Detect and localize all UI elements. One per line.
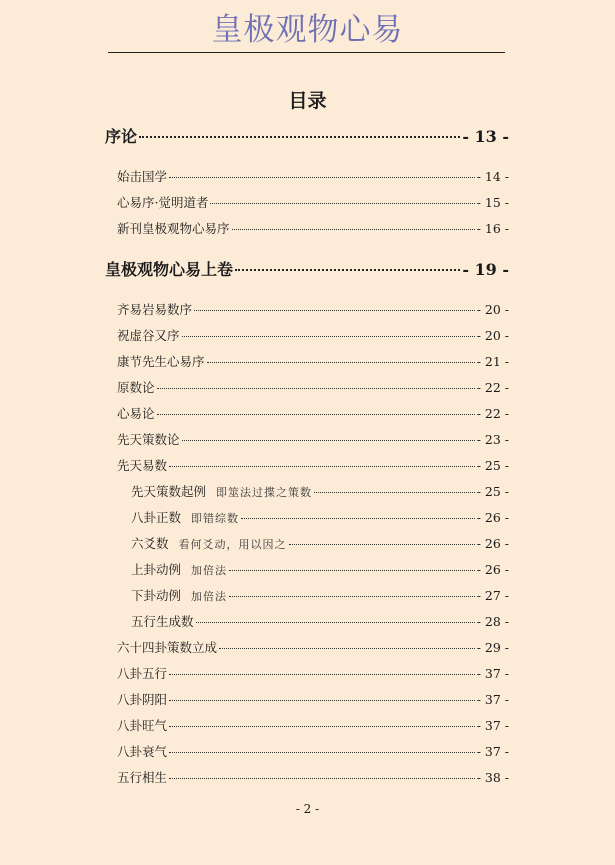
toc-entry[interactable] [105, 292, 509, 318]
toc-entry[interactable] [105, 211, 509, 237]
table-of-contents [105, 122, 509, 786]
toc-entry-subtitle: 即错综数 [191, 512, 240, 525]
toc-entry-label: 八卦正数 [131, 510, 182, 525]
toc-entry-page: - 20 - [476, 328, 509, 343]
toc-entry[interactable] [105, 318, 509, 344]
toc-entry-page: - 25 - [476, 484, 509, 499]
toc-entry-label: 六爻数 [131, 536, 169, 551]
toc-entry-page: - 22 - [476, 406, 509, 421]
toc-entry-label: 八卦五行 [117, 666, 168, 681]
toc-entry-label: 序论 [105, 127, 138, 146]
toc-entry-label: 皇极观物心易上卷 [105, 260, 234, 279]
dot-leader [157, 388, 475, 389]
dot-leader [169, 466, 475, 467]
toc-heading: 目录 [288, 90, 327, 112]
dot-leader [229, 570, 475, 571]
toc-entry-label: 先天易数 [117, 458, 168, 473]
toc-entry-page: - 37 - [476, 692, 509, 707]
toc-entry-label: 八卦衰气 [117, 744, 168, 759]
toc-entry[interactable] [105, 552, 509, 578]
toc-entry-label: 康节先生心易序 [117, 354, 205, 369]
toc-entry[interactable] [105, 630, 509, 656]
toc-entry[interactable] [105, 255, 509, 283]
toc-entry[interactable] [105, 396, 509, 422]
dot-leader [235, 269, 460, 271]
toc-entry[interactable] [105, 578, 509, 604]
toc-entry-page: - 26 - [476, 562, 509, 577]
toc-entry[interactable] [105, 370, 509, 396]
toc-entry-page: - 37 - [476, 744, 509, 759]
dot-leader [207, 362, 475, 363]
dot-leader [169, 177, 475, 178]
dot-leader [241, 518, 475, 519]
toc-entry-page: - 26 - [476, 536, 509, 551]
dot-leader [219, 648, 475, 649]
toc-entry-page: - 19 - [462, 260, 509, 279]
toc-entry-page: - 16 - [476, 221, 509, 236]
toc-entry[interactable] [105, 500, 509, 526]
dot-leader [232, 229, 475, 230]
toc-entry-label: 祝虚谷又序 [117, 328, 180, 343]
toc-entry-label: 先天策数论 [117, 432, 180, 447]
toc-entry-page: - 25 - [476, 458, 509, 473]
toc-entry-page: - 29 - [476, 640, 509, 655]
toc-entry[interactable] [105, 185, 509, 211]
dot-leader [210, 203, 474, 204]
toc-entry-label: 原数论 [117, 380, 155, 395]
toc-entry-label: 上卦动例 [131, 562, 182, 577]
toc-entry[interactable] [105, 448, 509, 474]
toc-entry[interactable] [105, 526, 509, 552]
dot-leader [169, 778, 475, 779]
dot-leader [314, 492, 475, 493]
toc-entry-page: - 27 - [476, 588, 509, 603]
toc-entry-label: 八卦阴阳 [117, 692, 168, 707]
dot-leader [169, 726, 475, 727]
dot-leader [169, 700, 475, 701]
dot-leader [289, 544, 475, 545]
toc-entry[interactable] [105, 734, 509, 760]
toc-entry-label: 五行相生 [117, 770, 168, 785]
toc-entry-page: - 20 - [476, 302, 509, 317]
toc-entry-page: - 37 - [476, 718, 509, 733]
page-number: - 2 - [295, 802, 320, 816]
toc-entry-page: - 15 - [476, 195, 509, 210]
toc-entry-label: 六十四卦策数立成 [117, 640, 218, 655]
toc-entry[interactable] [105, 656, 509, 682]
toc-entry-subtitle: 加倍法 [191, 590, 228, 603]
dot-leader [194, 310, 475, 311]
dot-leader [229, 596, 475, 597]
toc-entry[interactable] [105, 604, 509, 630]
toc-entry-label: 齐易岩易数序 [117, 302, 193, 317]
toc-entry-label: 新刊皇极观物心易序 [117, 221, 230, 236]
header-divider [108, 52, 505, 53]
toc-entry-label: 下卦动例 [131, 588, 182, 603]
toc-entry-page: - 22 - [476, 380, 509, 395]
toc-entry-subtitle: 加倍法 [191, 564, 228, 577]
toc-entry-page: - 26 - [476, 510, 509, 525]
toc-entry[interactable] [105, 682, 509, 708]
toc-entry-page: - 14 - [476, 169, 509, 184]
toc-entry-subtitle: 看何爻动，用以因之 [178, 538, 287, 551]
toc-entry-label: 心易论 [117, 406, 155, 421]
toc-entry[interactable] [105, 159, 509, 185]
dot-leader [182, 440, 475, 441]
dot-leader [169, 674, 475, 675]
dot-leader [182, 336, 475, 337]
toc-entry[interactable] [105, 474, 509, 500]
toc-entry[interactable] [105, 344, 509, 370]
toc-entry-page: - 23 - [476, 432, 509, 447]
dot-leader [157, 414, 475, 415]
toc-entry-label: 五行生成数 [131, 614, 194, 629]
toc-entry[interactable] [105, 122, 509, 150]
toc-entry-label: 八卦旺气 [117, 718, 168, 733]
toc-entry[interactable] [105, 708, 509, 734]
toc-entry-page: - 37 - [476, 666, 509, 681]
dot-leader [139, 136, 460, 138]
toc-entry-page: - 28 - [476, 614, 509, 629]
toc-entry-page: - 38 - [476, 770, 509, 785]
toc-entry-page: - 13 - [462, 127, 509, 146]
dot-leader [196, 622, 475, 623]
running-header-title: 皇极观物心易 [211, 12, 404, 48]
toc-entry[interactable] [105, 422, 509, 448]
toc-entry-subtitle: 即筮法过揲之策数 [216, 486, 313, 499]
toc-entry-page: - 21 - [476, 354, 509, 369]
toc-entry-label: 心易序·觉明道者 [117, 195, 209, 210]
toc-entry-label: 始击国学 [117, 169, 168, 184]
dot-leader [169, 752, 475, 753]
toc-entry[interactable] [105, 760, 509, 786]
toc-entry-label: 先天策数起例 [131, 484, 207, 499]
